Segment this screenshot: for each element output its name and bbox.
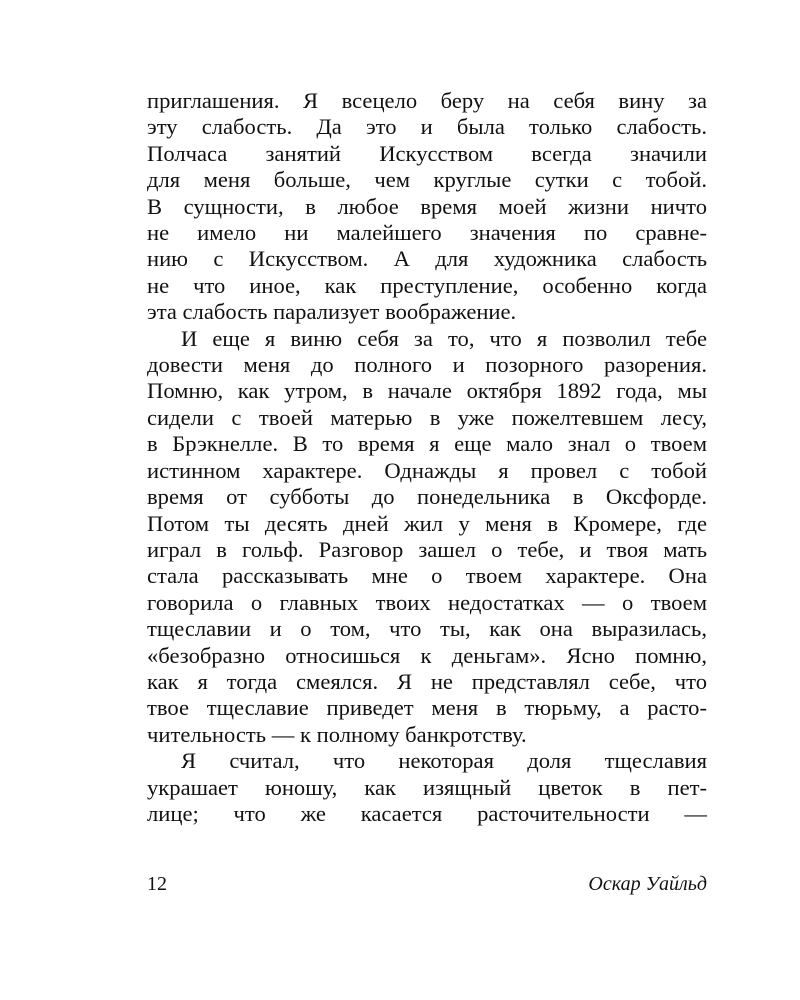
text-line: В сущности, в любое время моей жизни ничто (147, 193, 707, 219)
text-line: время от субботы до понедельника в Оксфорде. (147, 484, 707, 510)
text-line: И еще я виню себя за то, что я позволил тебе (181, 325, 707, 351)
text-line: для меня больше, чем круглые сутки с тобой. (147, 167, 707, 193)
text-line: Потом ты десять дней жил у меня в Кромере, где (147, 510, 707, 536)
running-head-author: Оскар Уайльд (588, 873, 707, 895)
text-line: Помню, как утром, в начале октября 1892 года, мы (147, 378, 707, 404)
text-line: чительность — к полному банкротству. (147, 721, 527, 747)
text-line: Я считал, что некоторая доля тщеславия (181, 748, 707, 774)
page-number: 12 (147, 873, 167, 895)
body-text (147, 88, 707, 827)
text-line: украшает юношу, как изящный цветок в пет- (147, 774, 707, 800)
text-line: твое тщеславие приведет меня в тюрьму, а расто- (147, 695, 707, 721)
text-line: в Брэкнелле. В то время я еще мало знал о твоем (147, 431, 707, 457)
text-line: истинном характере. Однажды я провел с тобой (147, 457, 707, 483)
page-footer (147, 873, 707, 896)
text-line: не имело ни малейшего значения по сравне- (147, 220, 707, 246)
text-line: как я тогда смеялся. Я не представлял себе, что (147, 668, 707, 694)
text-line: Полчаса занятий Искусством всегда значили (147, 140, 707, 166)
text-line: не что иное, как преступление, особенно когда (147, 272, 707, 298)
text-line: приглашения. Я всецело беру на себя вину за (147, 88, 707, 113)
text-line: эта слабость парализует воображение. (147, 299, 517, 325)
text-line: нию с Искусством. А для художника слабость (147, 246, 707, 272)
text-line: довести меня до полного и позорного разорения. (147, 352, 707, 378)
text-line: говорила о главных твоих недостатках — о твоем (147, 589, 707, 615)
text-line: эту слабость. Да это и была только слабость. (147, 114, 707, 140)
text-line: тщеславии и о том, что ты, как она выразилась, (147, 616, 707, 642)
text-line: стала рассказывать мне о твоем характере. Она (147, 563, 707, 589)
text-line: играл в гольф. Разговор зашел о тебе, и твоя мать (147, 536, 707, 562)
text-line: «безобразно относишься к деньгам». Ясно помню, (147, 642, 707, 668)
text-line: сидели с твоей матерью в уже пожелтевшем лесу, (147, 404, 707, 430)
text-line: лице; что же касается расточительности — (147, 800, 707, 826)
